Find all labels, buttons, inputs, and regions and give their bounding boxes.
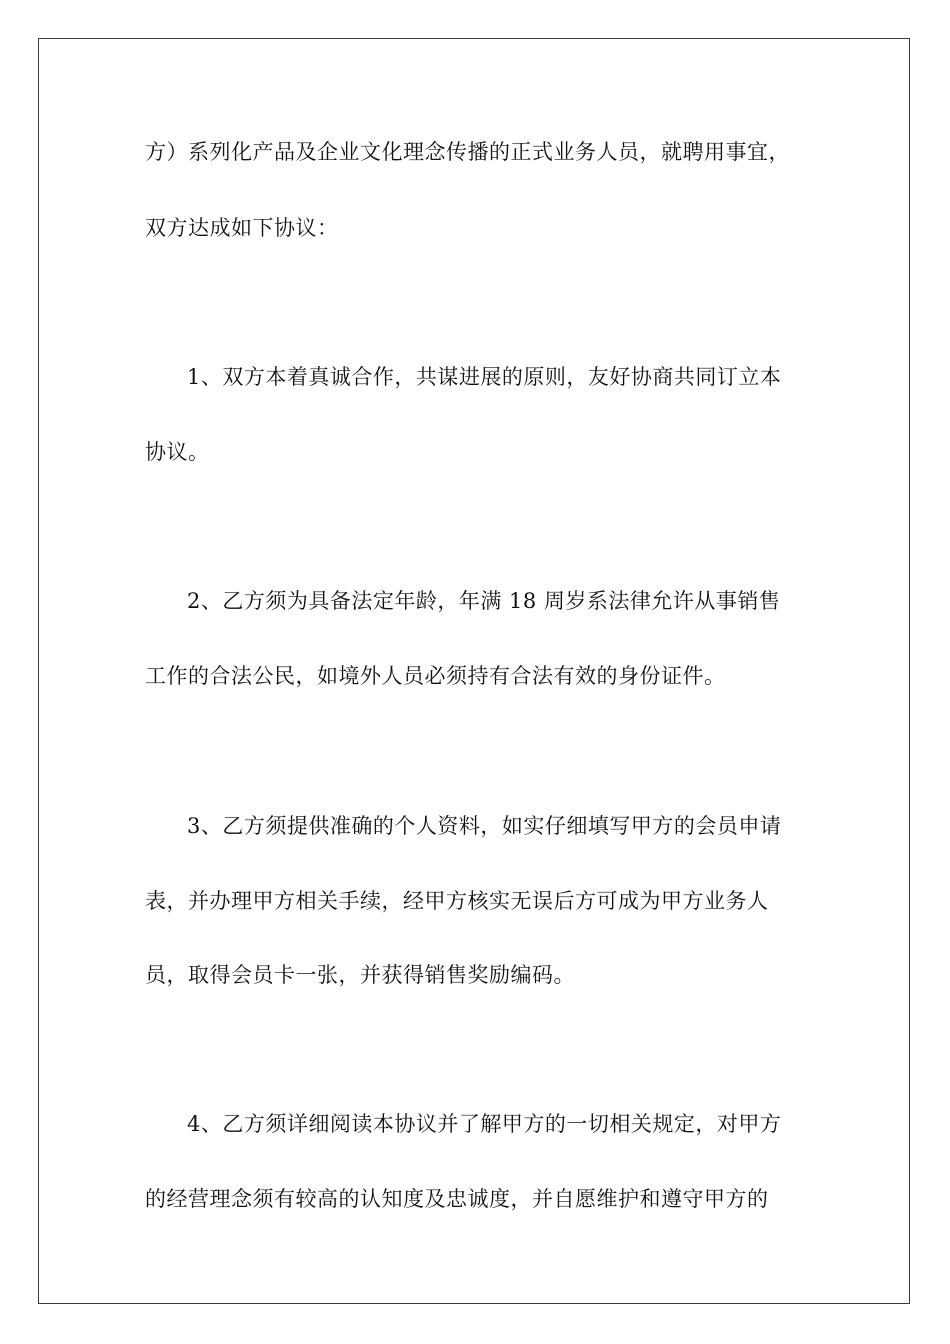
clause-2-line-2: 工作的合法公民，如境外人员必须持有合法有效的身份证件。 [145,664,726,688]
text-line-2: 双方达成如下协议： [145,216,339,240]
clause-1-line-2: 协议。 [145,440,210,464]
clause-1-line-1: 1、双方本着真诚合作，共谋进展的原则，友好协商共同订立本 [187,365,782,389]
clause-3-line-3: 员，取得会员卡一张，并获得销售奖励编码。 [145,963,575,987]
clause-2-line-1: 2、乙方须为具备法定年龄，年满 18 周岁系法律允许从事销售 [187,589,781,613]
clause-4-line-2: 的经营理念须有较高的认知度及忠诚度，并自愿维护和遵守甲方的 [145,1187,769,1211]
text-line-1: 方）系列化产品及企业文化理念传播的正式业务人员，就聘用事宜， [145,140,790,164]
clause-4-line-1: 4、乙方须详细阅读本协议并了解甲方的一切相关规定，对甲方 [187,1112,782,1136]
clause-3-line-2: 表，并办理甲方相关手续，经甲方核实无误后方可成为甲方业务人 [145,889,769,913]
clause-3-line-1: 3、乙方须提供准确的个人资料，如实仔细填写甲方的会员申请 [187,814,782,838]
